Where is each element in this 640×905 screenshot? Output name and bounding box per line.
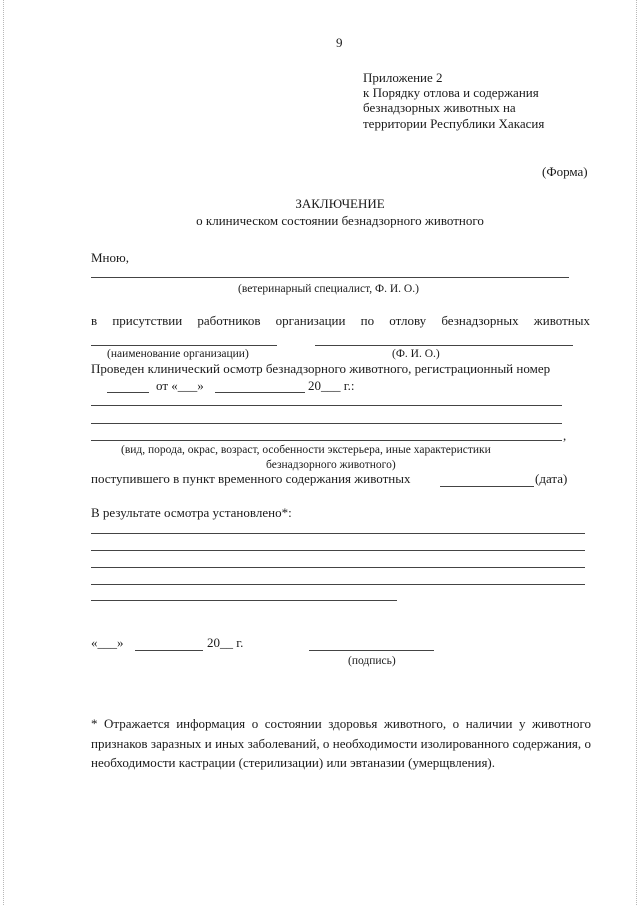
page-number: 9 <box>336 35 343 50</box>
fio-caption: (Ф. И. О.) <box>392 348 440 360</box>
exam-date-year: 20___ г.: <box>308 378 355 393</box>
footnote: * Отражается информация о состоянии здоровья животного, о наличии у животного признаков заразных и иных заболеваний, о необходимости изолированного содержания, о необходимости кастрации (стерилизации) или эвтаназии (умерщвления). <box>91 716 591 770</box>
animal-description-line-1[interactable] <box>91 405 562 406</box>
document-title: ЗАКЛЮЧЕНИЕ <box>295 196 385 211</box>
signature-caption: (подпись) <box>348 655 396 667</box>
form-label: (Форма) <box>542 164 588 179</box>
result-line-3[interactable] <box>91 567 585 568</box>
result-line-5[interactable] <box>91 600 397 601</box>
appendix-line-3: безнадзорных животных на <box>363 100 516 115</box>
animal-description-caption-2: безнадзорного животного) <box>266 459 396 471</box>
page-edge-left <box>3 0 4 905</box>
animal-description-caption-1: (вид, порода, окрас, возраст, особенности экстерьера, иные характеристики <box>121 444 491 456</box>
appendix-line-2: к Порядку отлова и содержания <box>363 85 539 100</box>
sign-date-year: 20__ г. <box>207 635 244 650</box>
animal-description-line-3[interactable] <box>91 440 562 441</box>
animal-description-comma: , <box>563 428 567 443</box>
appendix-line-4: территории Республики Хакасия <box>363 116 545 131</box>
presence-text: в присутствии работников организации по отлову безнадзорных животных <box>91 313 590 328</box>
arrived-text: поступившего в пункт временного содержания животных <box>91 471 411 486</box>
animal-description-line-2[interactable] <box>91 423 562 424</box>
result-line-2[interactable] <box>91 550 585 551</box>
exam-text: Проведен клинический осмотр безнадзорного животного, регистрационный номер <box>91 361 551 376</box>
exam-date-from: от «___» <box>156 378 204 393</box>
by-me-label: Мною, <box>91 250 129 265</box>
document-subtitle: о клиническом состоянии безнадзорного животного <box>196 213 484 228</box>
exam-date-month-field[interactable] <box>215 392 305 393</box>
page-edge-right <box>636 0 637 905</box>
appendix-line-1: Приложение 2 <box>363 70 443 85</box>
vet-specialist-caption: (ветеринарный специалист, Ф. И. О.) <box>238 283 419 295</box>
organization-caption: (наименование организации) <box>107 348 249 360</box>
worker-fio-field[interactable] <box>315 345 573 346</box>
sign-date-open: «___» <box>91 635 124 650</box>
signature-field[interactable] <box>309 650 434 651</box>
arrival-date-field[interactable] <box>440 486 534 487</box>
registration-number-field[interactable] <box>107 392 149 393</box>
sign-date-month-field[interactable] <box>135 650 203 651</box>
result-heading: В результате осмотра установлено*: <box>91 505 292 520</box>
result-line-4[interactable] <box>91 584 585 585</box>
result-line-1[interactable] <box>91 533 585 534</box>
arrival-date-caption: (дата) <box>535 471 568 486</box>
vet-specialist-field[interactable] <box>91 277 569 278</box>
